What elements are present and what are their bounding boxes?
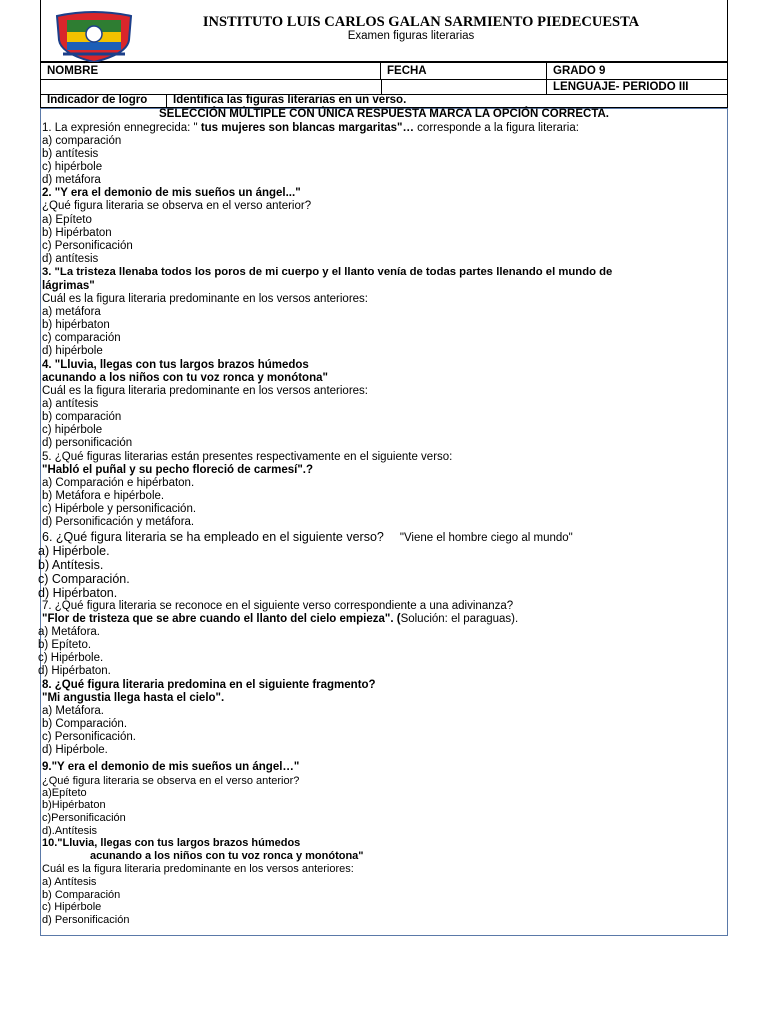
header-box <box>40 0 728 62</box>
q4-stem-line1: 4. "Lluvia, llegas con tus largos brazos húmedos <box>42 359 309 371</box>
q1-option-a: a) comparación <box>42 135 122 147</box>
q3-stem-line1: 3. "La tristeza llenaba todos los poros de mi cuerpo y el llanto venía de todas partes llenando el mundo de <box>42 266 613 278</box>
q8-verse: "Mi angustia llega hasta el cielo". <box>42 692 225 704</box>
q1-option-d: d) metáfora <box>42 174 101 186</box>
q4-question: Cuál es la figura literaria predominante en los versos anteriores: <box>42 385 368 397</box>
q7-solution: Solución: el paraguas). <box>400 613 519 625</box>
q1-rest: corresponde a la figura literaria: <box>413 122 579 134</box>
q5-option-d: d) Personificación y metáfora. <box>42 516 195 528</box>
q5-option-b: b) Metáfora e hipérbole. <box>42 490 165 502</box>
q9-option-a: a)Epíteto <box>42 787 87 799</box>
institution-name: INSTITUTO LUIS CARLOS GALAN SARMIENTO PIEDECUESTA <box>202 14 640 30</box>
q7-question: 7. ¿Qué figura literaria se reconoce en el siguiente verso correspondiente a una adivinanza? <box>42 600 514 612</box>
instructions: SELECCIÓN MÚLTIPLE CON ÚNICA RESPUESTA MARCA LA OPCIÓN CORRECTA. <box>159 108 609 120</box>
q5-option-c: c) Hipérbole y personificación. <box>42 503 197 515</box>
q1-stem <box>42 122 732 135</box>
q1-option-b: b) antítesis <box>42 148 99 160</box>
q10-option-b: b) Comparación <box>42 889 121 901</box>
q6-option-b: b) Antítesis. <box>38 558 104 572</box>
q8-option-b: b) Comparación. <box>42 718 128 730</box>
q2-option-c: c) Personificación <box>42 240 133 252</box>
q8-option-c: c) Personificación. <box>42 731 136 743</box>
q9-option-b: b)Hipérbaton <box>42 799 106 811</box>
q1-intro: 1. La expresión ennegrecida: " <box>42 122 201 134</box>
q3-question: Cuál es la figura literaria predominante en los versos anteriores: <box>42 293 368 305</box>
q3-option-c: c) comparación <box>42 332 121 344</box>
q8-option-a: a) Metáfora. <box>42 705 104 717</box>
q6-option-a: a) Hipérbole. <box>38 544 110 558</box>
q7-option-d: d) Hipérbaton. <box>38 665 111 677</box>
blank-cell-2 <box>381 79 547 94</box>
row-lenguaje <box>40 79 728 95</box>
q3-option-a: a) metáfora <box>42 306 101 318</box>
q5-option-a: a) Comparación e hipérbaton. <box>42 477 195 489</box>
q9-option-c: c)Personificación <box>42 812 126 824</box>
blank-cell <box>41 79 381 94</box>
q5-verse: "Habló el puñal y su pecho floreció de carmesí".? <box>42 464 314 476</box>
q9-stem: 9."Y era el demonio de mis sueños un ángel…" <box>42 761 300 773</box>
q2-option-a: a) Epíteto <box>42 214 92 226</box>
exam-title: Examen figuras literarias <box>347 30 475 42</box>
nombre-cell: NOMBRE <box>41 63 381 79</box>
row-indicador <box>40 94 728 108</box>
q2-question: ¿Qué figura literaria se observa en el verso anterior? <box>42 200 312 212</box>
q6-verse: "Viene el hombre ciego al mundo" <box>399 532 573 544</box>
q4-option-b: b) comparación <box>42 411 122 423</box>
q6-option-c: c) Comparación. <box>38 572 130 586</box>
q7-option-b: b) Epíteto. <box>38 639 92 651</box>
q8-question: 8. ¿Qué figura literaria predomina en el siguiente fragmento? <box>42 679 376 691</box>
lenguaje-cell: LENGUAJE- PERIODO III <box>553 81 689 93</box>
fecha-cell: FECHA <box>381 63 547 79</box>
q9-option-d: d).Antítesis <box>42 825 98 837</box>
q7-verse-line <box>42 613 732 626</box>
q6-question: 6. ¿Qué figura literaria se ha empleado en el siguiente verso? <box>42 530 384 544</box>
q7-verse: "Flor de tristeza que se abre cuando el llanto del cielo empieza". ( <box>42 613 401 625</box>
q4-option-c: c) hipérbole <box>42 424 103 436</box>
q4-stem-line2: acunando a los niños con tu voz ronca y monótona" <box>42 372 328 384</box>
indicador-label: Indicador de logro <box>41 94 167 107</box>
q10-option-a: a) Antítesis <box>42 876 97 888</box>
q5-question: 5. ¿Qué figuras literarias están presentes respectivamente en el siguiente verso: <box>42 451 453 463</box>
q10-stem-line2: acunando a los niños con tu voz ronca y monótona" <box>90 850 364 862</box>
q6-line <box>42 530 732 545</box>
row-nombre-fecha <box>40 62 728 80</box>
q3-option-d: d) hipérbole <box>42 345 103 357</box>
q3-stem-line2: lágrimas" <box>42 280 95 292</box>
q2-stem: 2. "Y era el demonio de mis sueños un ángel..." <box>42 187 301 199</box>
q1-bold: tus mujeres son blancas margaritas"… <box>200 122 414 134</box>
q10-stem-line1: 10."Lluvia, llegas con tus largos brazos húmedos <box>42 837 301 849</box>
q10-option-c: c) Hipérbole <box>42 901 102 913</box>
q10-question: Cuál es la figura literaria predominante en los versos anteriores: <box>42 863 354 875</box>
q2-option-b: b) Hipérbaton <box>42 227 112 239</box>
q4-option-a: a) antítesis <box>42 398 99 410</box>
q10-option-d: d) Personificación <box>42 914 130 926</box>
q3-option-b: b) hipérbaton <box>42 319 110 331</box>
q1-option-c: c) hipérbole <box>42 161 103 173</box>
grado-cell: GRADO 9 <box>553 65 606 77</box>
q7-option-a: a) Metáfora. <box>38 626 100 638</box>
q8-option-d: d) Hipérbole. <box>42 744 108 756</box>
q4-option-d: d) personificación <box>42 437 133 449</box>
indicador-value: Identifica las figuras literarias en un verso. <box>173 94 407 106</box>
q6-option-d: d) Hipérbaton. <box>38 586 118 600</box>
q2-option-d: d) antítesis <box>42 253 99 265</box>
q9-question: ¿Qué figura literaria se observa en el verso anterior? <box>42 775 300 787</box>
q7-option-c: c) Hipérbole. <box>38 652 104 664</box>
